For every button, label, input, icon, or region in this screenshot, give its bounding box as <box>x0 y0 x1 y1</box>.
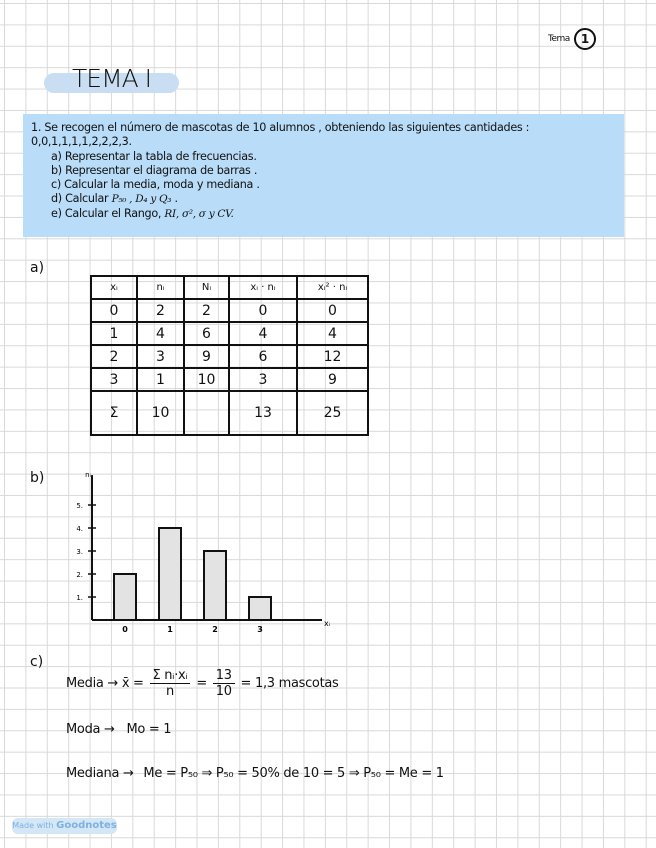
table-cell: 2 <box>184 299 229 322</box>
table-header: xᵢ <box>91 276 137 299</box>
table-header: Nᵢ <box>184 276 229 299</box>
table-cell: 2 <box>137 299 184 322</box>
mediana-line <box>66 766 444 781</box>
footer-brand: Goodnotes <box>56 820 117 831</box>
y-axis-label: nᵢ <box>85 471 91 480</box>
table-row <box>91 322 368 345</box>
moda-label: Moda → <box>66 722 115 737</box>
problem-item-c: c) Calcular la media, moda y mediana . <box>51 178 260 192</box>
table-cell: 6 <box>229 345 297 368</box>
footer-made: Made with <box>12 821 54 830</box>
table-cell: 9 <box>184 345 229 368</box>
page-number-circle: 1 <box>574 28 596 50</box>
table-cell: 10 <box>137 391 184 435</box>
table-cell: 0 <box>91 299 137 322</box>
problem-line-2: 0,0,1,1,1,1,2,2,2,3. <box>31 135 132 149</box>
bar <box>204 551 226 620</box>
x-tick-label: 0 <box>122 625 128 634</box>
problem-statement <box>23 114 624 237</box>
table-cell: Σ <box>91 391 137 435</box>
table-cell <box>184 391 229 435</box>
table-cell: 1 <box>91 322 137 345</box>
mediana-label: Mediana → <box>66 766 134 781</box>
y-tick-label: 3. <box>76 548 83 556</box>
table-row <box>91 299 368 322</box>
media-fraction <box>213 668 235 699</box>
x-axis-label: xᵢ <box>324 619 331 628</box>
table-header: xᵢ · nᵢ <box>229 276 297 299</box>
media-xbar: x̄ = <box>121 676 144 691</box>
table-cell: 10 <box>184 368 229 391</box>
table-cell: 1 <box>137 368 184 391</box>
page-number <box>548 28 596 50</box>
section-b-label: b) <box>30 470 45 486</box>
table-cell: 4 <box>229 322 297 345</box>
section-a-label: a) <box>30 260 45 276</box>
section-c-label: c) <box>30 654 44 670</box>
media-formula-num: Σ nᵢ·xᵢ <box>150 668 191 684</box>
bar <box>159 528 181 620</box>
table-cell: 13 <box>229 391 297 435</box>
y-tick-label: 1. <box>76 594 83 602</box>
table-header-row <box>91 276 368 299</box>
media-fraction-num: 13 <box>213 668 235 684</box>
problem-item-b: b) Representar el diagrama de barras . <box>51 163 258 177</box>
media-result: = 1,3 mascotas <box>240 676 339 691</box>
media-line <box>66 668 339 699</box>
table-row <box>91 368 368 391</box>
mediana-result: Me = P₅₀ ⇒ P₅₀ = 50% de 10 = 5 ⇒ P₅₀ = Me = 1 <box>143 766 444 781</box>
table-cell: 3 <box>229 368 297 391</box>
y-tick-label: 2. <box>76 571 83 579</box>
problem-item-e-text: e) Calcular el Rango, <box>51 206 165 220</box>
problem-item-e-math: RI, σ², σ y CV. <box>164 207 234 220</box>
media-formula-den: n <box>166 684 174 699</box>
problem-item-d-text: d) Calcular <box>51 192 112 206</box>
moda-line <box>66 722 171 737</box>
problem-item-d-math: P₅₀ , D₄ y Q₃ <box>111 193 172 206</box>
media-label: Media → <box>66 676 118 691</box>
table-cell: 9 <box>297 368 368 391</box>
moda-result: Mo = 1 <box>126 722 172 737</box>
table-row <box>91 345 368 368</box>
table-cell: 12 <box>297 345 368 368</box>
media-fraction-den: 10 <box>215 684 232 699</box>
goodnotes-watermark <box>12 818 117 834</box>
table-cell: 0 <box>229 299 297 322</box>
table-cell: 4 <box>297 322 368 345</box>
table-sum-row <box>91 391 368 435</box>
table-cell: 3 <box>137 345 184 368</box>
chart-bars <box>114 528 271 620</box>
problem-item-a: a) Representar la tabla de frecuencias. <box>51 149 257 163</box>
table-header: xᵢ² · nᵢ <box>297 276 368 299</box>
bar <box>114 574 136 620</box>
x-tick-label: 3 <box>257 625 263 634</box>
page-label: Tema <box>548 34 570 44</box>
table-cell: 6 <box>184 322 229 345</box>
x-tick-label: 1 <box>167 625 173 634</box>
page-title: TEMA I <box>72 64 152 93</box>
table-cell: 3 <box>91 368 137 391</box>
problem-item-d-end: . <box>171 192 178 206</box>
bar <box>249 597 271 620</box>
media-formula <box>150 668 191 699</box>
bar-chart <box>70 470 350 640</box>
media-eq: = <box>196 676 207 691</box>
table-cell: 0 <box>297 299 368 322</box>
table-cell: 25 <box>297 391 368 435</box>
problem-line-1: 1. Se recogen el número de mascotas de 10 alumnos , obteniendo las siguientes cantidades : <box>31 121 530 134</box>
y-tick-label: 5. <box>76 502 83 510</box>
table-cell: 2 <box>91 345 137 368</box>
problem-item-d <box>31 192 616 206</box>
frequency-table <box>90 275 369 436</box>
x-tick-label: 2 <box>212 625 218 634</box>
table-cell: 4 <box>137 322 184 345</box>
problem-item-e <box>31 207 616 221</box>
y-tick-label: 4. <box>76 525 83 533</box>
table-header: nᵢ <box>137 276 184 299</box>
